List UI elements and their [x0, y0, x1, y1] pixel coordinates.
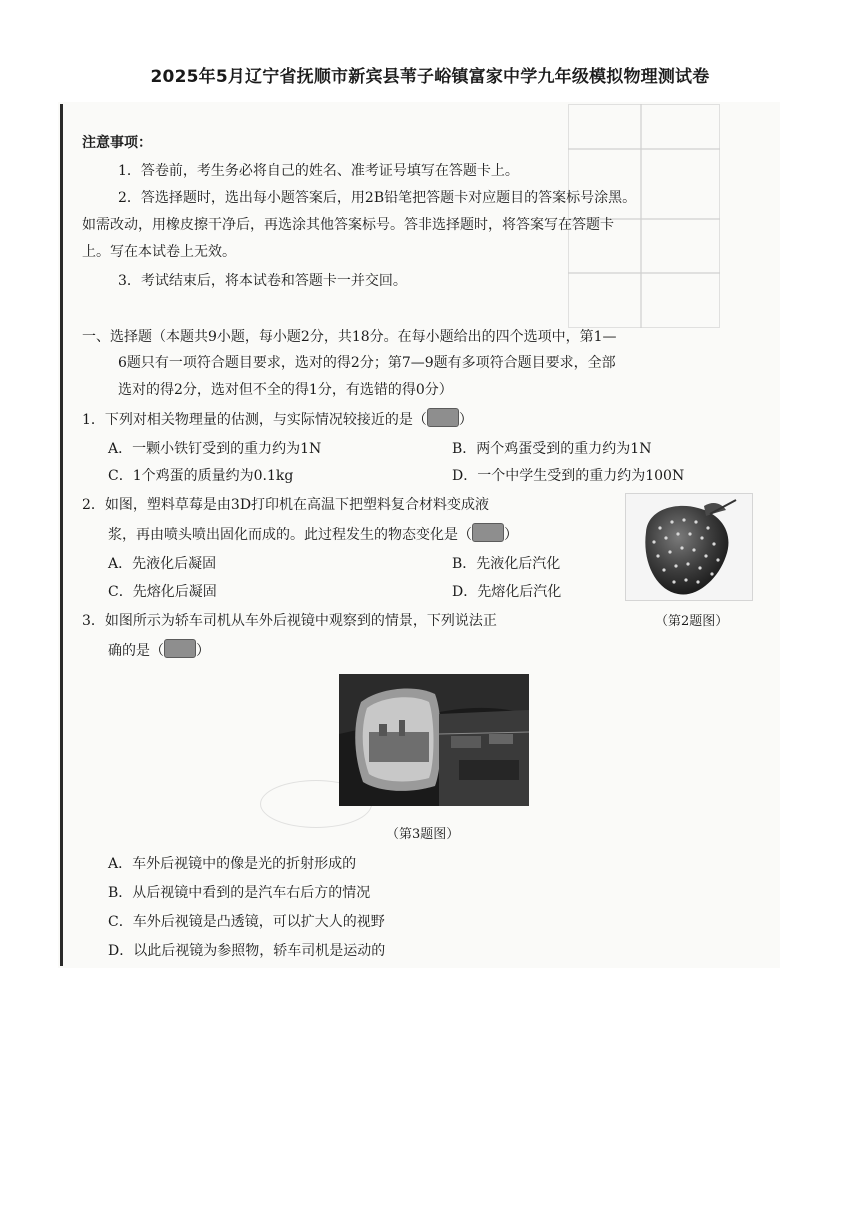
- notice-heading: 注意事项：: [82, 135, 152, 151]
- question-1-option-b: B．两个鸡蛋受到的重力约为1N: [452, 441, 652, 457]
- question-3-stem-line-2: [108, 639, 210, 660]
- question-3-stem-line-1: 3．如图所示为轿车司机从车外后视镜中观察到的情景，下列说法正: [82, 613, 497, 629]
- question-2-stem-line-2: [108, 523, 518, 544]
- rear-view-mirror-photo: [339, 674, 529, 806]
- notice-item-2-line-1: 2．答选择题时，选出每小题答案后，用2B铅笔把答题卡对应题目的答案标号涂黑。: [118, 190, 637, 206]
- question-2-option-d: D．先熔化后汽化: [452, 584, 562, 600]
- exam-title: 2025年5月辽宁省抚顺市新宾县苇子峪镇富家中学九年级模拟物理测试卷: [150, 67, 710, 87]
- notice-item-2-line-2: 如需改动，用橡皮擦干净后，再选涂其他答案标号。答非选择题时，将答案写在答题卡: [82, 217, 614, 233]
- page-edge-shadow: [60, 104, 63, 966]
- question-3-option-b: B．从后视镜中看到的是汽车右后方的情况: [108, 885, 371, 901]
- question-1-option-a: A．一颗小铁钉受到的重力约为1N: [108, 441, 322, 457]
- strawberry-illustration: [626, 494, 752, 600]
- section-1-instructions-line-1: 一、选择题（本题共9小题，每小题2分，共18分。在每小题给出的四个选项中，第1—: [82, 329, 617, 345]
- question-1-stem-text: 1．下列对相关物理量的估测，与实际情况较接近的是（: [82, 412, 427, 428]
- notice-item-1: 1．答卷前，考生务必将自己的姓名、准考证号填写在答题卡上。: [118, 163, 519, 179]
- bleed-through-rule: [568, 148, 720, 150]
- question-1-option-d: D．一个中学生受到的重力约为100N: [452, 468, 685, 484]
- question-2-figure-caption: （第2题图）: [655, 614, 729, 629]
- notice-item-3: 3．考试结束后，将本试卷和答题卡一并交回。: [118, 273, 407, 289]
- question-3-stem-close: ）: [196, 643, 210, 659]
- section-1-instructions-line-3: 选对的得2分，选对但不全的得1分，有选错的得0分）: [118, 382, 453, 398]
- question-2-answer-box[interactable]: [472, 523, 504, 542]
- question-3-option-d: D．以此后视镜为参照物，轿车司机是运动的: [108, 943, 386, 959]
- question-3-figure-caption: （第3题图）: [386, 827, 460, 842]
- question-2-option-c: C．先熔化后凝固: [108, 584, 217, 600]
- question-3-stem-text: 确的是（: [108, 643, 164, 659]
- rear-view-mirror-illustration: [339, 674, 529, 806]
- notice-item-2-line-3: 上。写在本试卷上无效。: [82, 244, 236, 260]
- strawberry-photo: [625, 493, 753, 601]
- question-2-stem-line-1: 2．如图，塑料草莓是由3D打印机在高温下把塑料复合材料变成液: [82, 497, 490, 513]
- question-2-option-b: B．先液化后汽化: [452, 556, 561, 572]
- question-3-option-a: A．车外后视镜中的像是光的折射形成的: [108, 856, 357, 872]
- question-2-stem-text: 浆，再由喷头喷出固化而成的。此过程发生的物态变化是（: [108, 527, 472, 543]
- bleed-through-rule: [640, 104, 642, 328]
- question-1-stem-close: ）: [458, 412, 473, 428]
- bleed-through-rule: [568, 272, 720, 274]
- question-2-stem-close: ）: [504, 527, 518, 543]
- question-1-answer-box[interactable]: [427, 408, 459, 427]
- question-1-option-c: C．1个鸡蛋的质量约为0.1kg: [108, 468, 294, 484]
- question-1-stem: [82, 408, 473, 429]
- question-3-option-c: C．车外后视镜是凸透镜，可以扩大人的视野: [108, 914, 385, 930]
- question-3-answer-box[interactable]: [164, 639, 196, 658]
- section-1-instructions-line-2: 6题只有一项符合题目要求，选对的得2分；第7—9题有多项符合题目要求，全部: [118, 355, 616, 371]
- question-2-option-a: A．先液化后凝固: [108, 556, 217, 572]
